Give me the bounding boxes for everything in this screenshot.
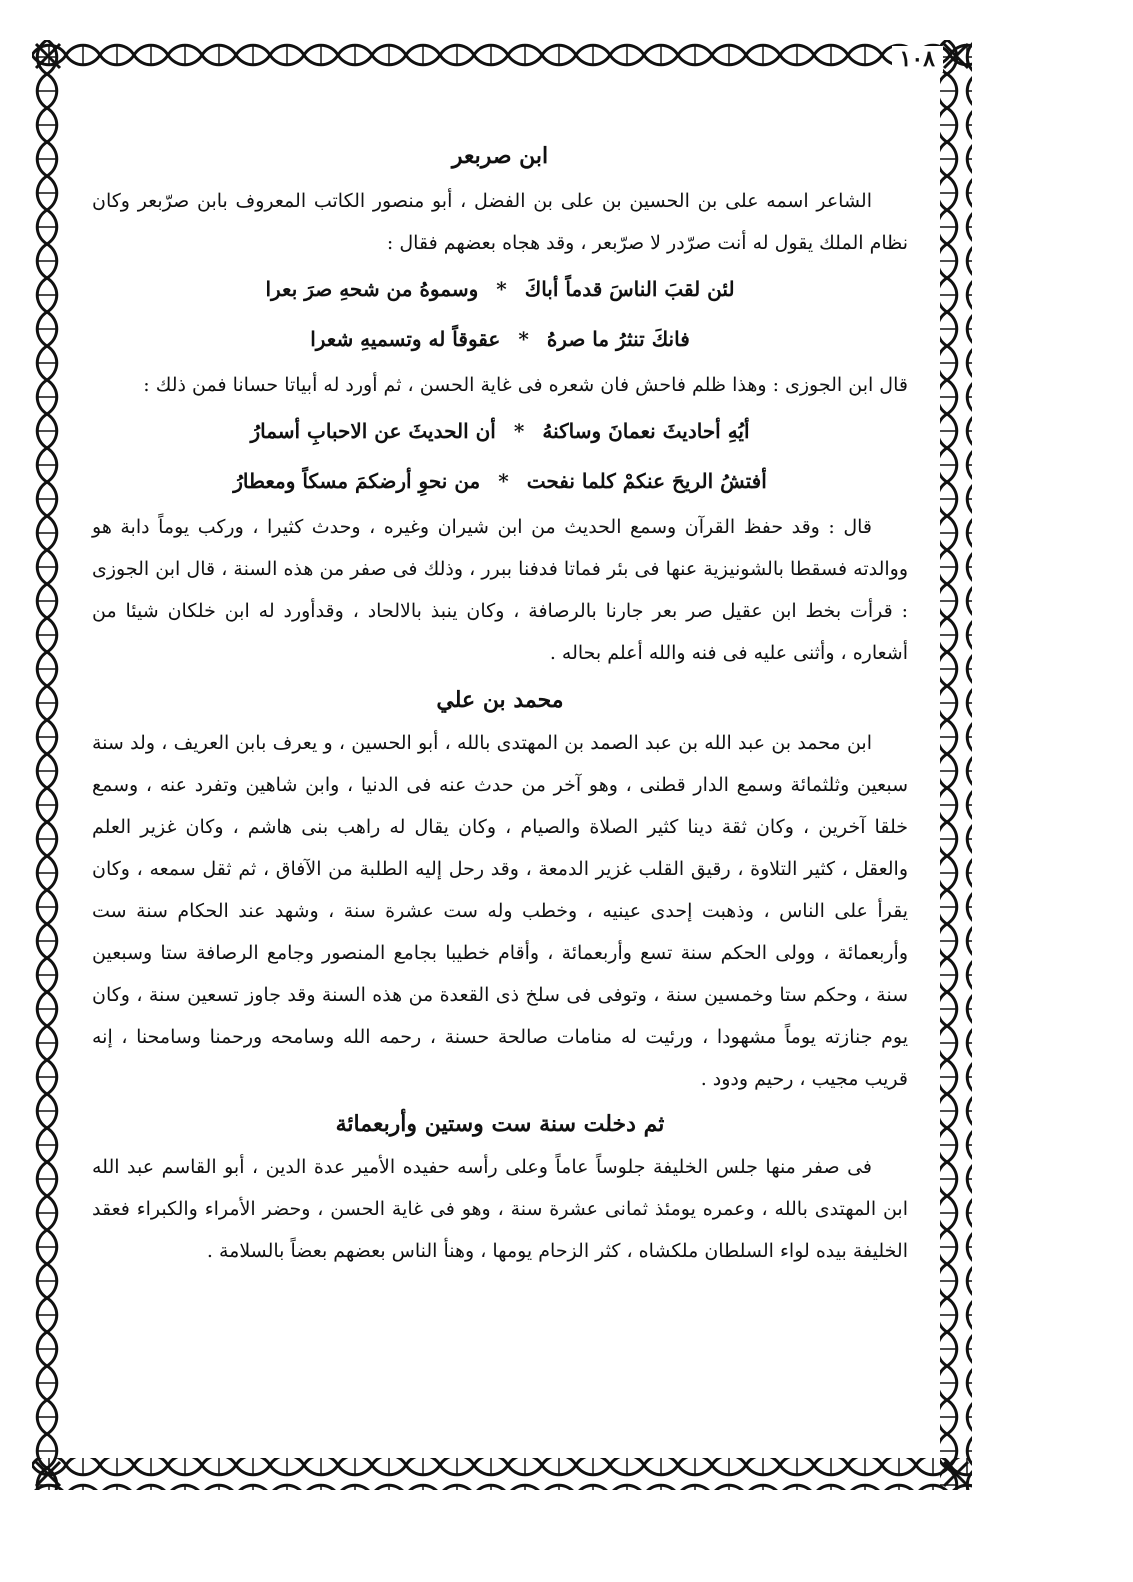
section-heading-year-466: ثم دخلت سنة ست وستين وأربعمائة xyxy=(335,1111,665,1137)
verse-hemistich-second: أن الحديثَ عن الاحبابِ أسمارُ xyxy=(250,419,496,443)
paragraph-year-466-events: فى صفر منها جلس الخليفة جلوساً عاماً وعلى رأسه حفيده الأمير عدة الدين ، أبو القاسم عبد الله ابن المهتدى بالله ، وعمره يومئذ ثمانى عشرة سنة ، وهو فى غاية الحسن ، وحضر الأمراء والكبراء فعقد الخليفة بيده لواء السلطان ملكشاه ، كثر الزحام يومها ، وهنأ الناس بعضهم بعضاً بالسلامة . xyxy=(92,1156,908,1262)
verse-hemistich-first: أيُهِ أحاديثَ نعمانَ وساكنهُ xyxy=(542,419,750,443)
page-number: ١٠٨ xyxy=(892,46,943,72)
verse-hemistich-first: أفتشُ الريحَ عنكمْ كلما نفحت xyxy=(526,469,767,493)
section-heading-muhammad-bin-ali: محمد بن علي xyxy=(436,687,564,713)
paragraph-muhammad-bin-ali-biography: ابن محمد بن عبد الله بن عبد الصمد بن المهتدى بالله ، أبو الحسين ، و يعرف بابن العريف ، ولد سنة سبعين وثلثمائة وسمع الدار قطنى ، وهو آخر من حدث عنه فى الدنيا ، وابن شاهين وتفرد عنه ، وسمع خلقا آخرين ، وكان ثقة دينا كثير الصلاة والصيام ، وكان يقال له راهب بنى هاشم ، وكان غزير العلم والعقل ، كثير التلاوة ، رقيق القلب غزير الدمعة ، وقد رحل إليه الطلبة من الآفاق ، ثم ثقل سمعه ، وكان يقرأ على الناس ، وذهبت إحدى عينيه ، وخطب وله ست عشرة سنة ، وشهد عند الحكام سنة ست وأربعمائة ، وولى الحكم سنة تسع وأربعمائة ، وأقام خطيبا بجامع المنصور وجامع الرصافة ستا وسبعين سنة ، وحكم ستا وخمسين سنة ، وتوفى فى سلخ ذى القعدة من هذه السنة وقد جاوز تسعين سنة ، وكان يوم جنازته يوماً مشهودا ، ورئيت له منامات صالحة حسنة ، رحمه الله وسامحه ورحمنا وسامحنا ، إنه قريب مجيب ، رحيم ودود . xyxy=(92,732,908,1090)
verse-separator: * xyxy=(518,327,529,351)
section-heading-ibn-sarbaar: ابن صربعر xyxy=(451,143,549,169)
poem-verse xyxy=(92,264,908,314)
verse-separator: * xyxy=(496,277,507,301)
verse-hemistich-first: لئن لقبَ الناسَ قدماً أباكَ xyxy=(524,277,735,301)
paragraph-ibn-sarbaar-intro: الشاعر اسمه على بن الحسين بن على بن الفضل ، أبو منصور الكاتب المعروف بابن صرّبعر وكان نظام الملك يقول له أنت صرّدر لا صرّبعر ، وقد هجاه بعضهم فقال : xyxy=(92,190,908,254)
verse-separator: * xyxy=(513,419,525,443)
paragraph-ibn-jawzi-comment: قال ابن الجوزى : وهذا ظلم فاحش فان شعره فى غاية الحسن ، ثم أورد له أبياتا حسانا فمن ذلك : xyxy=(143,374,908,396)
verse-hemistich-second: وسموهُ من شحهِ صرَ بعرا xyxy=(265,277,479,301)
verse-separator: * xyxy=(498,469,509,493)
verse-hemistich-second: من نحوِ أرضكمَ مسكاً ومعطارُ xyxy=(233,469,481,493)
poem-verse xyxy=(92,456,908,506)
page-content xyxy=(92,130,908,1272)
verse-hemistich-second: عقوقاً له وتسميهِ شعرا xyxy=(310,327,501,351)
poem-verse xyxy=(92,406,908,456)
poem-verse xyxy=(92,314,908,364)
verse-hemistich-first: فانكَ تنثرُ ما صرهُ xyxy=(546,327,690,351)
paragraph-ibn-sarbaar-biography: قال : وقد حفظ القرآن وسمع الحديث من ابن شيران وغيره ، وحدث كثيرا ، وركب يوماً دابة هو ووالدته فسقطا بالشونيزية عنها فى بئر فماتا فدفنا ببرر ، وذلك فى صفر من هذه السنة ، قال ابن الجوزى : قرأت بخط ابن عقيل صر بعر جارنا بالرصافة ، وكان ينبذ بالالحاد ، وقدأورد له ابن خلكان شيئا من أشعاره ، وأثنى عليه فى فنه والله أعلم بحاله . xyxy=(92,516,908,664)
